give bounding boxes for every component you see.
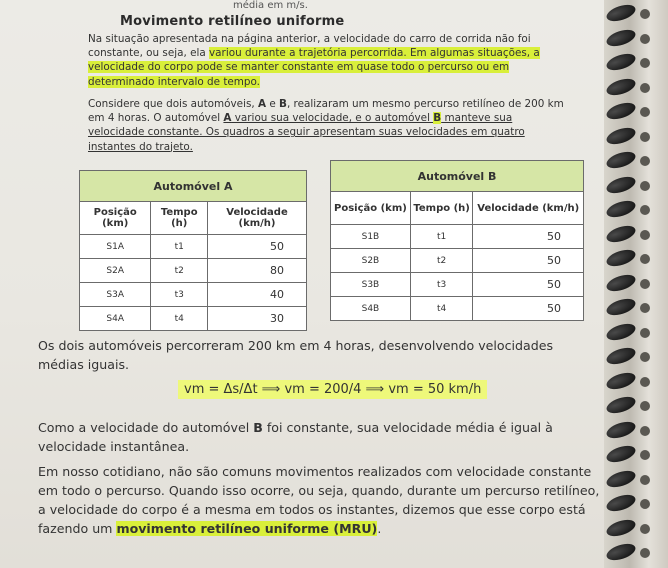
binding-hole — [640, 328, 650, 338]
table-cell: t2 — [151, 259, 208, 283]
binding-hole — [640, 107, 650, 117]
table-cell: t4 — [410, 297, 473, 321]
table-cell: 30 — [207, 307, 306, 331]
table-cell: 50 — [207, 235, 306, 259]
table-cell: S1B — [331, 225, 411, 249]
table-automovel-a — [79, 170, 307, 331]
binding-hole — [640, 450, 650, 460]
table-row — [80, 259, 307, 283]
mru-text-2: . — [377, 521, 382, 536]
binding-hole — [640, 377, 650, 387]
table-a-caption: Automóvel A — [80, 171, 307, 202]
table-b-caption: Automóvel B — [331, 161, 584, 192]
table-cell: S3A — [80, 283, 151, 307]
table-row — [80, 283, 307, 307]
table-cell: S4A — [80, 307, 151, 331]
car-a-label: A — [257, 98, 267, 110]
cars-text-3: , realizaram um mesmo percurso retilíneo de 200 km em 4 horas. O automóvel — [88, 98, 564, 125]
table-cell: S1A — [80, 235, 151, 259]
binding-hole — [640, 401, 650, 411]
binding-hole — [640, 303, 650, 313]
table-a-header-posicao: Posição (km) — [80, 202, 151, 235]
table-cell: S3B — [331, 273, 411, 297]
car-b-label-3: B — [253, 420, 263, 435]
section-title: Movimento retilíneo uniforme — [120, 14, 345, 29]
table-row — [331, 249, 584, 273]
table-cell: 50 — [473, 249, 584, 273]
table-cell: t3 — [410, 273, 473, 297]
table-cell: S2B — [331, 249, 411, 273]
binding-hole — [640, 83, 650, 93]
binding-hole — [640, 475, 650, 485]
average-speed-paragraph: Os dois automóveis percorreram 200 km em 4 horas, desenvolvendo velocidades médias iguais. — [38, 338, 554, 372]
table-automovel-b — [330, 160, 584, 321]
binding-hole — [640, 279, 650, 289]
table-a-header-velocidade: Velocidade (km/h) — [207, 202, 306, 235]
binding-hole — [640, 230, 650, 240]
binding-hole — [640, 156, 650, 166]
binding-hole — [640, 254, 650, 264]
table-cell: t4 — [151, 307, 208, 331]
binding-hole — [640, 181, 650, 191]
table-cell: 40 — [207, 283, 306, 307]
table-cell: t1 — [151, 235, 208, 259]
mru-text-1: Em nosso cotidiano, não são comuns movimentos realizados com velocidade constante em todo o percurso. Quando isso ocorre, ou seja, quando, durante um percurso retilíneo, a velocidade do corpo é a mesma em todos os instantes, dizemos que esse corpo está fazendo um — [38, 464, 600, 536]
binding-hole — [640, 426, 650, 436]
mru-term: movimento retilíneo uniforme (MRU) — [116, 521, 378, 536]
binding-hole — [640, 205, 650, 215]
inst-text-1: Como a velocidade do automóvel — [38, 420, 254, 435]
table-cell: t1 — [410, 225, 473, 249]
cars-text-4: variou sua velocidade, e o automóvel — [231, 112, 434, 125]
table-row — [80, 307, 307, 331]
binding-hole — [640, 34, 650, 44]
table-cell: S2A — [80, 259, 151, 283]
car-a-label-2: A — [223, 112, 232, 125]
table-cell: t3 — [151, 283, 208, 307]
table-cell: t2 — [410, 249, 473, 273]
mru-definition-paragraph — [38, 462, 604, 538]
table-a-header-tempo: Tempo (h) — [151, 202, 208, 235]
table-row — [80, 235, 307, 259]
inst-text-2: foi constante, sua velocidade média é igual à velocidade instantânea. — [38, 420, 553, 454]
table-b-header-velocidade: Velocidade (km/h) — [473, 192, 584, 225]
table-b-header-posicao: Posição (km) — [331, 192, 411, 225]
table-cell: S4B — [331, 297, 411, 321]
table-cell: 80 — [207, 259, 306, 283]
car-b-label-2: B — [433, 112, 442, 125]
table-b-header-tempo: Tempo (h) — [410, 192, 473, 225]
instantaneous-speed-paragraph — [38, 418, 600, 456]
average-speed-formula: vm = Δs/Δt ⟹ vm = 200/4 ⟹ vm = 50 km/h — [178, 380, 487, 399]
binding-hole — [640, 9, 650, 19]
binding-hole — [640, 352, 650, 362]
table-row — [331, 225, 584, 249]
cars-paragraph — [88, 97, 570, 154]
binding-hole — [640, 524, 650, 534]
car-b-label: B — [279, 98, 287, 110]
table-row — [331, 273, 584, 297]
header-fragment: média em m/s. — [233, 0, 308, 11]
table-cell: 50 — [473, 273, 584, 297]
binding-hole — [640, 58, 650, 68]
cars-text-2: e — [266, 98, 280, 110]
table-cell: 50 — [473, 225, 584, 249]
table-row — [331, 297, 584, 321]
intro-paragraph — [88, 32, 570, 89]
cars-text-1: Considere que dois automóveis, — [88, 98, 258, 110]
binding-hole — [640, 499, 650, 509]
table-cell: 50 — [473, 297, 584, 321]
intro-highlight: variou durante a trajetória percorrida. Em algumas situações, a velocidade do corpo pode se manter constante em quase todo o percurso ou em determinado intervalo de tempo. — [88, 47, 540, 88]
cars-text-5: manteve sua velocidade constante. Os quadros a seguir apresentam suas velocidades em quatro instantes do trajeto. — [88, 112, 525, 153]
binding-hole — [640, 548, 650, 558]
intro-text: Na situação apresentada na página anterior, a velocidade do carro de corrida não foi constante, ou seja, ela — [88, 33, 531, 60]
binding-hole — [640, 132, 650, 142]
